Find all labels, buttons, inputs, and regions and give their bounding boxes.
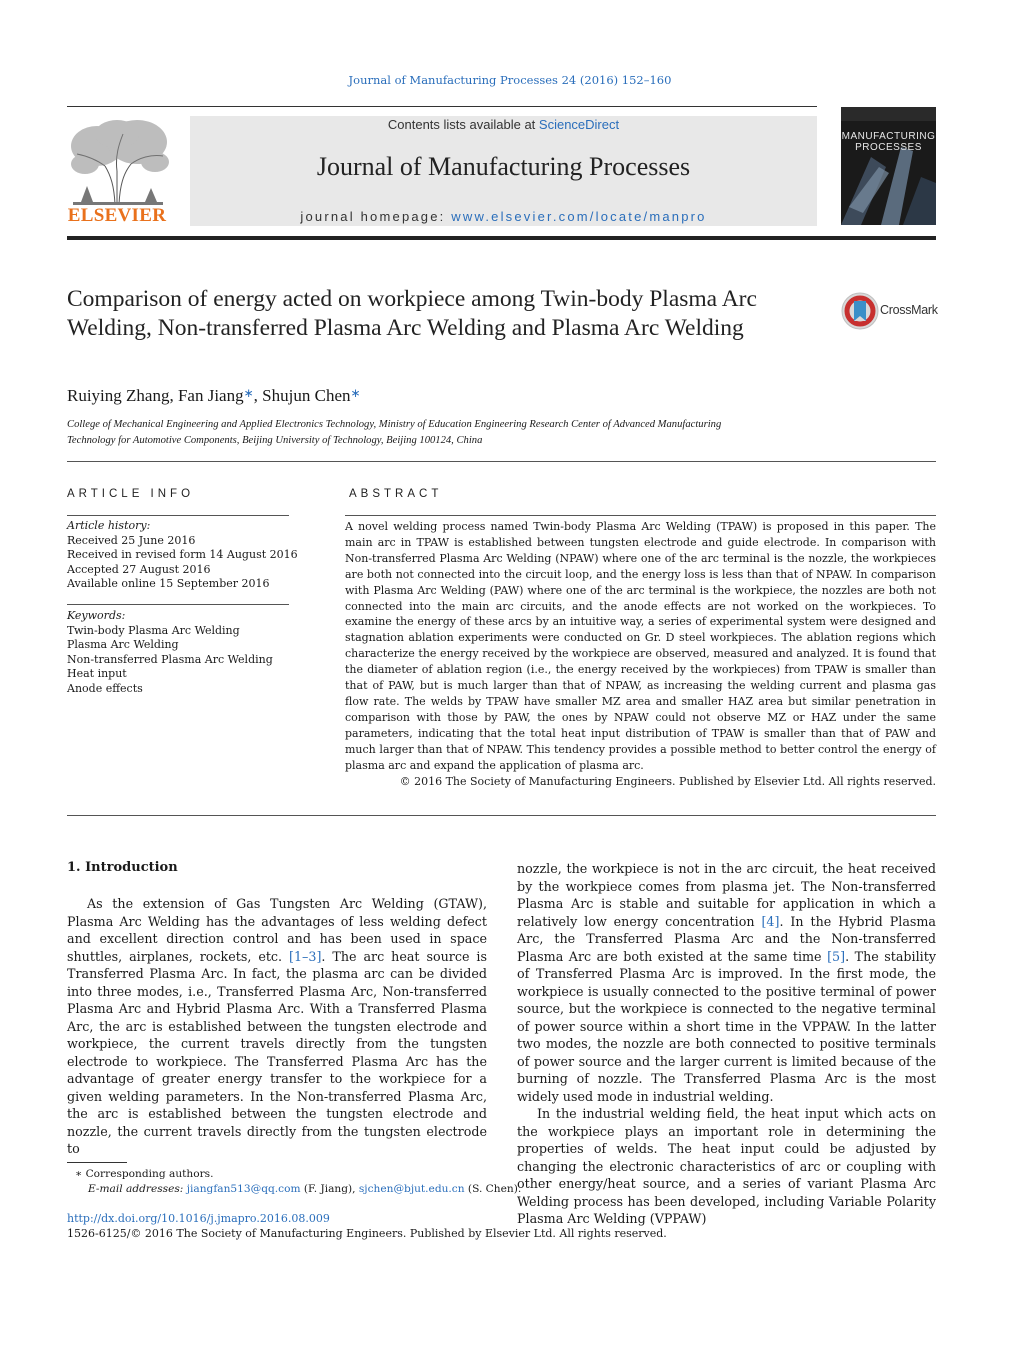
homepage-prefix: journal homepage: [300, 209, 452, 224]
email-link[interactable]: sjchen@bjut.edu.cn [358, 1183, 465, 1195]
cover-title: MANUFACTURING PROCESSES [841, 131, 936, 153]
corresponding-author-mark[interactable]: ∗ [243, 386, 254, 400]
header-top-rule [67, 106, 817, 107]
keywords-rule [67, 604, 289, 605]
journal-cover-image [841, 107, 936, 225]
contents-available-line [190, 117, 817, 132]
footnote-text: Corresponding authors. [85, 1168, 214, 1180]
keywords-label: Keywords: [67, 609, 126, 622]
article-history-label: Article history: [67, 519, 151, 532]
keyword: Plasma Arc Welding [67, 638, 179, 651]
article-history [67, 519, 298, 592]
abstract-copyright: © 2016 The Society of Manufacturing Engineers. Published by Elsevier Ltd. All rights reserved. [399, 775, 936, 788]
history-item: Accepted 27 August 2016 [67, 562, 211, 576]
journal-name: Journal of Manufacturing Processes [316, 152, 691, 181]
author-list [67, 386, 361, 406]
paragraph [517, 860, 936, 1105]
email-owner: (S. Chen). [464, 1183, 522, 1195]
cover-artwork [841, 107, 936, 225]
corresponding-author-mark[interactable]: ∗ [350, 386, 361, 400]
footnote-mark: ∗ [75, 1168, 83, 1180]
citation-link[interactable]: [5] [827, 948, 846, 964]
keyword: Twin-body Plasma Arc Welding [67, 623, 240, 637]
text-run: . The arc heat source is Transferred Plasma Arc. In fact, the plasma arc can be divided into three modes, i.e., Transferred Plasma Arc, Non-transferred Plasma Arc and Hybrid Plasma Arc. With a Transferred Plasma Arc, the arc is established between the tungsten electrode and workpiece, the current travels directly from the tungsten electrode to workpiece. The Transferred Plasma Arc has the advantage of greater energy transfer to the workpiece for a given welding parameters. In the Non-transferred Plasma Arc, the arc is established between the tungsten electrode and nozzle, the current travels directly from the tungsten electrode to [67, 948, 487, 1156]
homepage-link[interactable]: www.elsevier.com/locate/manpro [451, 209, 707, 224]
doi-link[interactable]: http://dx.doi.org/10.1016/j.jmapro.2016.08.009 [67, 1212, 330, 1225]
email-footnote [88, 1182, 521, 1196]
elsevier-wordmark: ELSEVIER [67, 205, 167, 226]
paragraph [67, 895, 487, 1158]
keywords [67, 609, 273, 696]
text-run: nozzle, the workpiece is not in the arc circuit, the heat received by the workpiece comes from plasma jet. The Non-transferred Plasma Arc is stable and suitable for application in which a relatively low energy concentration [517, 861, 936, 929]
abstract-heading: ABSTRACT [349, 488, 443, 500]
abstract-divider [67, 815, 936, 816]
keyword: Anode effects [67, 681, 143, 695]
footnote-rule [67, 1162, 127, 1163]
affiliation-line: Technology for Automotive Components, Beijing University of Technology, Beijing 100124, China [67, 434, 483, 446]
journal-homepage-line [190, 209, 817, 224]
history-item: Received in revised form 14 August 2016 [67, 548, 298, 561]
article-title: Comparison of energy acted on workpiece among Twin-body Plasma Arc Welding, Non-transferred Plasma Arc Welding and Plasma Arc Welding [67, 286, 757, 341]
contents-prefix: Contents lists available at [387, 117, 539, 132]
text-run: As the extension of Gas Tungsten Arc Welding (GTAW), Plasma Arc Welding has the advantages of less welding defect and excellent direction control and has been used in space shuttles, airplanes, rockets, etc. [67, 896, 487, 964]
text-run: . The stability of Transferred Plasma Arc is improved. In the first mode, the workpiece is usually connected to the positive terminal of power source, but the workpiece is connected to the negative terminal of power source within a short time in the VPPAW. In the latter two modes, the nozzle are both connected to positive terminals of power source and the larger current is limited because of the burning of nozzle. The Transferred Plasma Arc is the most widely used mode in industrial welding. [517, 948, 936, 1104]
crossmark-icon[interactable] [840, 291, 880, 331]
article-info-rule [67, 515, 289, 516]
email-link[interactable]: jiangfan513@qq.com [186, 1183, 301, 1195]
author-separator: , [253, 386, 263, 405]
affiliation-line: College of Mechanical Engineering and Applied Electronics Technology, Ministry of Education Engineering Research Center of Advanced Manufacturing [67, 419, 722, 430]
crossmark-label[interactable]: CrossMark [880, 303, 938, 317]
text-run: . In the Hybrid Plasma Arc, the Transferred Plasma Arc and the Non-transferred Plasma Arc are both existed at the same time [517, 913, 936, 964]
author-name[interactable]: Fan Jiang [177, 386, 244, 405]
section-heading-introduction: 1. Introduction [67, 860, 178, 875]
citation-link[interactable]: [4] [761, 913, 780, 929]
issn-copyright: 1526-6125/© 2016 The Society of Manufacturing Engineers. Published by Elsevier Ltd. All rights reserved. [67, 1227, 667, 1240]
affiliation [67, 417, 807, 448]
author-name[interactable]: Ruiying Zhang [67, 386, 170, 405]
sciencedirect-link[interactable]: ScienceDirect [538, 117, 620, 132]
corresponding-footnote [75, 1167, 213, 1181]
keyword: Heat input [67, 667, 127, 680]
keyword: Non-transferred Plasma Arc Welding [67, 652, 273, 666]
abstract-text: A novel welding process named Twin-body Plasma Arc Welding (TPAW) is proposed in this paper. The main arc in TPAW is established between tungsten electrode and guide electrode. In comparison with Non-transferred Plasma Arc Welding (NPAW) where one of the arc terminal is the nozzle, the workpieces are both not connected into the circuit loop, and the energy loss is less than that of NPAW. In comparison with Plasma Arc Welding (PAW) where one of the arc terminal is the workpiece, the nozzles are both not connected into the main arc circuits, and the anode effects are not worked on the workpieces. To examine the energy of these arcs by an intuitive way, a series of experimental system were designed and stagnation ablation experiments were conducted on Gr. D steel workpieces. The ablation regions which characterize the energy received by the workpiece are observed, measured and analyzed. It is found that the diameter of ablation region (i.e., the energy received by the workpieces) from TPAW is smaller than that of PAW, but is much larger than that of NPAW, as increasing the welding current and plasma gas flow rate. The welds by TPAW have smaller MZ area and smaller HAZ area but similar penetration in comparison with those by PAW, the ones by NPAW could not observe MZ or HAZ under the same parameters, indicating that the total heat input distribution of TPAW is smaller than that of PAW and much larger than that of NPAW. This tendency provides a possible method to better control the energy of plasma arc and expand the application of plasma arc. [345, 520, 936, 772]
citation-link[interactable]: [1–3] [289, 948, 322, 964]
article-info-heading: ARTICLE INFO [67, 488, 195, 500]
body-column-right [517, 860, 936, 1228]
email-label: E-mail addresses: [88, 1183, 184, 1195]
header-bottom-rule [67, 236, 936, 240]
history-item: Received 25 June 2016 [67, 533, 196, 547]
journal-citation[interactable]: Journal of Manufacturing Processes 24 (2016) 152–160 [348, 73, 672, 87]
title-divider [67, 461, 936, 462]
history-item: Available online 15 September 2016 [67, 577, 270, 590]
author-name[interactable]: Shujun Chen [262, 386, 351, 405]
abstract-rule [345, 515, 936, 516]
paragraph: In the industrial welding field, the heat input which acts on the workpiece plays an important role in determining the properties of welds. The heat input could be adjusted by changing the electronic characteristics of arc or coupling with other energy/heat source, and a series of variant Plasma Arc Welding process has been developed, including Variable Polarity Plasma Arc Welding (VPPAW) [517, 1106, 936, 1226]
email-owner: (F. Jiang), [300, 1183, 359, 1195]
body-column-left [67, 895, 487, 1158]
author-separator: , [169, 386, 178, 405]
